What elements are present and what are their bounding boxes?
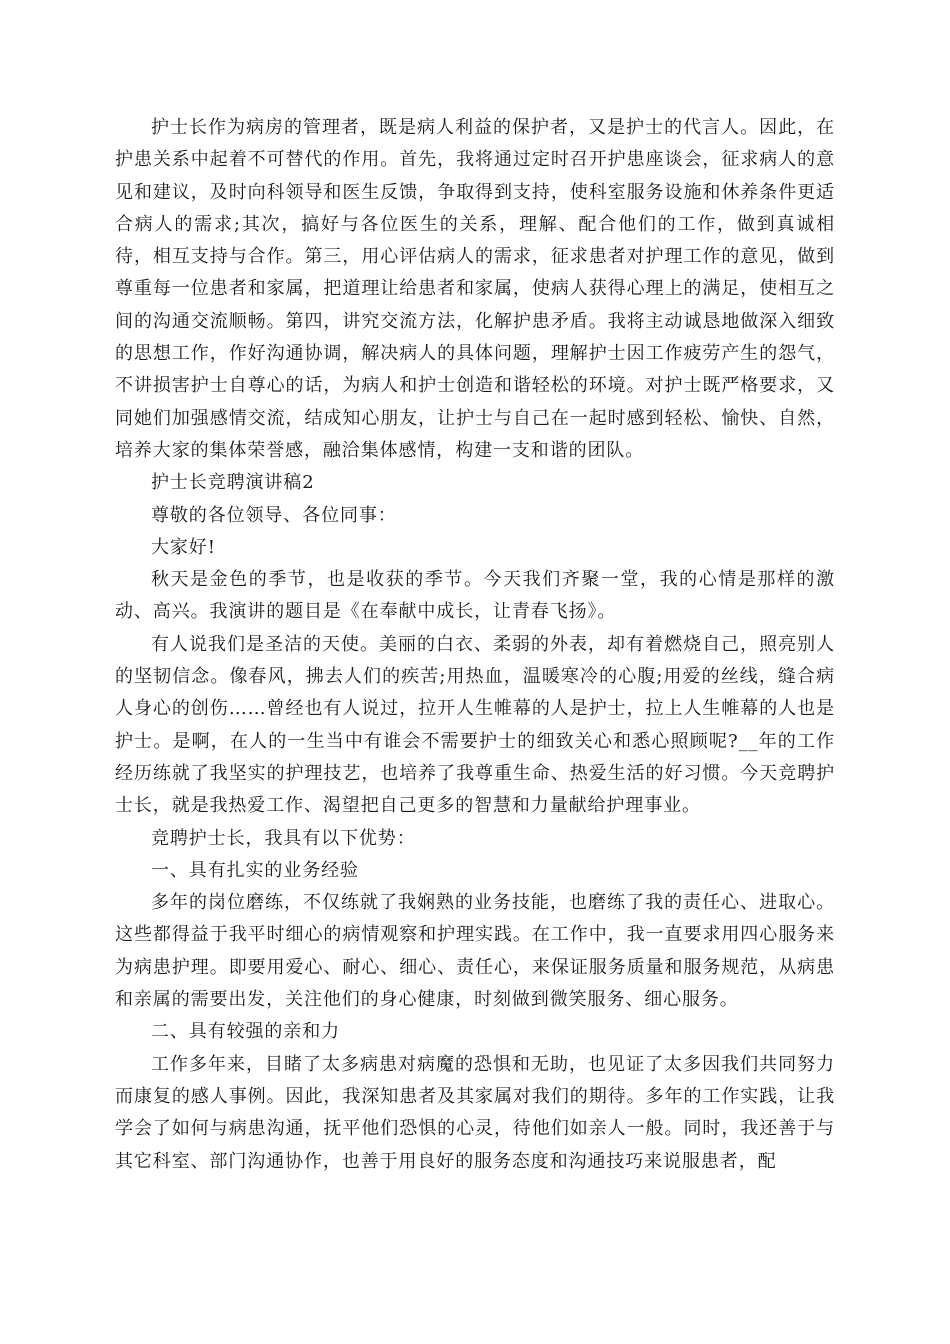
speech-title: 护士长竞聘演讲稿2 — [151, 472, 315, 494]
document-page — [115, 112, 835, 1178]
paragraph-head-nurse-role: 护士长作为病房的管理者，既是病人利益的保护者，又是护士的代言人。因此，在护患关系中起着不可替代的作用。首先，我将通过定时召开护患座谈会，征求病人的意见和建议，及时向科领导和医生反馈，争取得到支持，使科室服务设施和休养条件更适合病人的需求;其次，搞好与各位医生的关系，理解、配合他们的工作，做到真诚相待，相互支持与合作。第三，用心评估病人的需求，征求患者对护理工作的意见，做到尊重每一位患者和家属，把道理让给患者和家属，使病人获得心理上的满足，使相互之间的沟通交流顺畅。第四，讲究交流方法，化解护患矛盾。我将主动诚恳地做深入细致的思想工作，作好沟通协调，解决病人的具体问题，理解护士因工作疲劳产生的怨气，不讲损害护士自尊心的话，为病人和护士创造和谐轻松的环境。对护士既严格要求，又同她们加强感情交流，结成知心朋友，让护士与自己在一起时感到轻松、愉快、自然，培养大家的集体荣誉感，融洽集体感情，构建一支和谐的团队。 — [115, 117, 835, 461]
salutation: 尊敬的各位领导、各位同事： — [151, 504, 397, 526]
paragraph-affinity: 工作多年来，目睹了太多病患对病魔的恐惧和无助，也见证了太多因我们共同努力而康复的感人事例。因此，我深知患者及其家属对我们的期待。多年的工作实践，让我学会了如何与病患沟通，抚平他们恐惧的心灵，待他们如亲人一般。同时，我还善于与其它科室、部门沟通协作，也善于用良好的服务态度和沟通技巧来说服患者，配 — [115, 1053, 835, 1172]
section-heading-experience: 一、具有扎实的业务经验 — [151, 859, 359, 881]
paragraph-angels: 有人说我们是圣洁的天使。美丽的白衣、柔弱的外表，却有着燃烧自己，照亮别人的坚韧信念。像春风，拂去人们的疾苦;用热血，温暖寒冷的心腹;用爱的丝线，缝合病人身心的创伤……曾经也有人说过，拉开人生帷幕的人是护士，拉上人生帷幕的人也是护士。是啊，在人的一生当中有谁会不需要护士的细致关心和悉心照顾呢?__年的工作经历练就了我坚实的护理技艺，也培养了我尊重生命、热爱生活的好习惯。今天竞聘护士长，就是我热爱工作、渴望把自己更多的智慧和力量献给护理事业。 — [115, 633, 835, 817]
paragraph-experience: 多年的岗位磨练，不仅练就了我娴熟的业务技能，也磨练了我的责任心、进取心。这些都得益于我平时细心的病情观察和护理实践。在工作中，我一直要求用四心服务来为病患护理。即要用爱心、耐心、细心、责任心，来保证服务质量和服务规范，从病患和亲属的需要出发，关注他们的身心健康，时刻做到微笑服务、细心服务。 — [115, 892, 835, 1011]
greeting: 大家好! — [151, 536, 216, 558]
paragraph-autumn: 秋天是金色的季节，也是收获的季节。今天我们齐聚一堂，我的心情是那样的激动、高兴。我演讲的题目是《在奉献中成长，让青春飞扬》。 — [115, 569, 835, 623]
advantages-intro: 竞聘护士长，我具有以下优势： — [151, 827, 416, 849]
section-heading-affinity: 二、具有较强的亲和力 — [151, 1021, 340, 1043]
